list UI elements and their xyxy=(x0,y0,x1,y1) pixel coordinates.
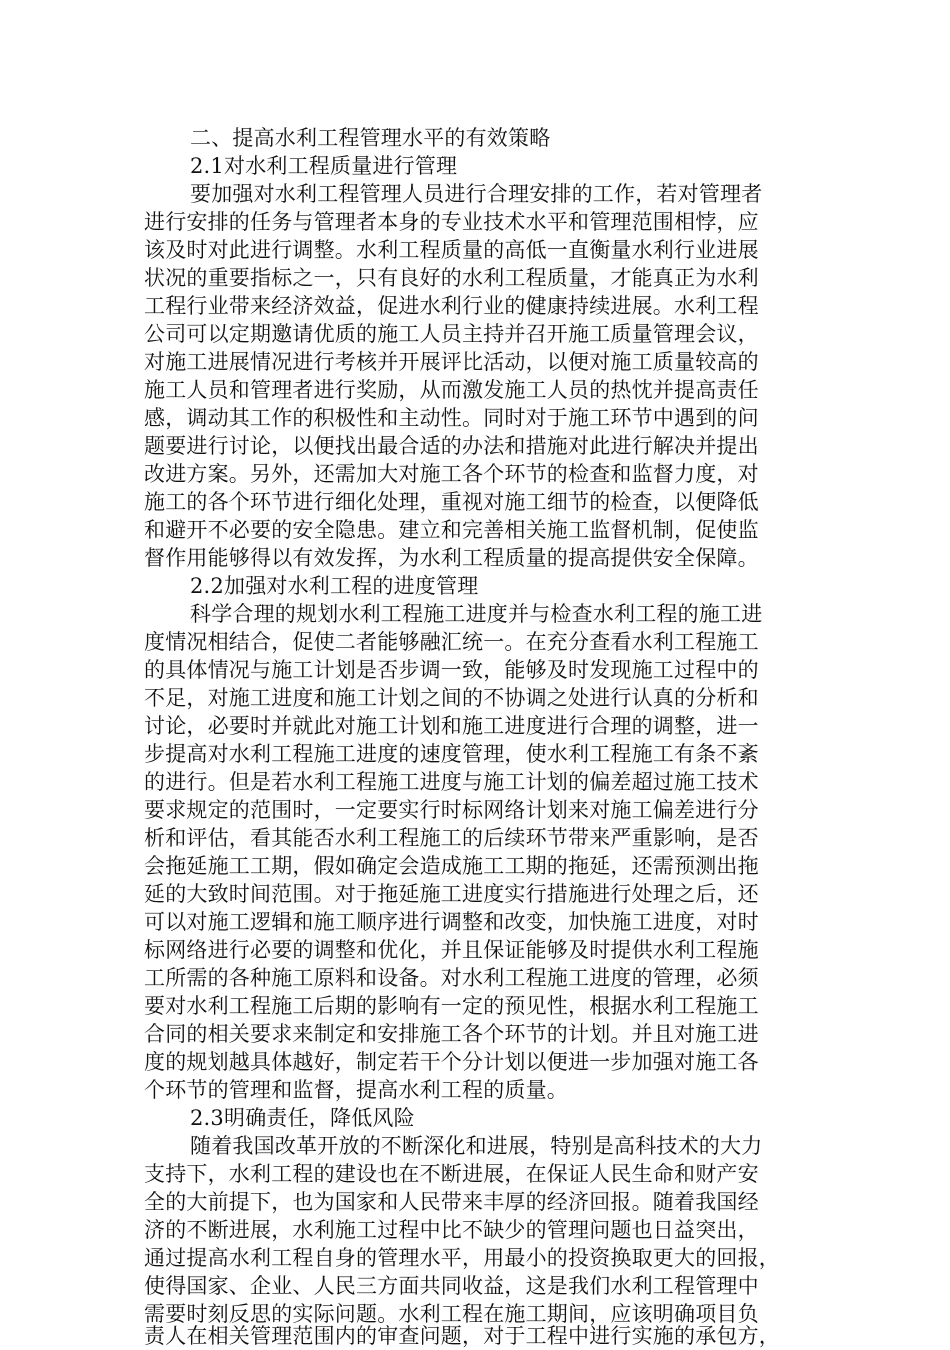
paragraph-line: 使得国家、企业、人民三方面共同收益，这是我们水利工程管理中 xyxy=(144,1274,759,1298)
paragraph-line: 状况的重要指标之一，只有良好的水利工程质量，才能真正为水利 xyxy=(144,266,759,290)
paragraph-line: 析和评估，看其能否水利工程施工的后续环节带来严重影响，是否 xyxy=(144,826,759,850)
paragraph-line: 延的大致时间范围。对于拖延施工进度实行措施进行处理之后，还 xyxy=(144,882,759,906)
paragraph-line: 步提高对水利工程施工进度的速度管理，使水利工程施工有条不紊 xyxy=(144,742,759,766)
paragraph-line: 不足，对施工进度和施工计划之间的不协调之处进行认真的分析和 xyxy=(144,686,759,710)
paragraph-line: 度的规划越具体越好，制定若干个分计划以便进一步加强对施工各 xyxy=(144,1050,759,1074)
paragraph-line: 施工人员和管理者进行奖励，从而激发施工人员的热忱并提高责任 xyxy=(144,378,759,402)
paragraph-line: 进行安排的任务与管理者本身的专业技术水平和管理范围相悖，应 xyxy=(144,210,759,234)
paragraph-line: 对施工进展情况进行考核并开展评比活动，以便对施工质量较高的 xyxy=(144,350,759,374)
paragraph-line: 工所需的各种施工原料和设备。对水利工程施工进度的管理，必须 xyxy=(144,966,759,990)
paragraph-line: 全的大前提下，也为国家和人民带来丰厚的经济回报。随着我国经 xyxy=(144,1190,759,1214)
paragraph-line: 合同的相关要求来制定和安排施工各个环节的计划。并且对施工进 xyxy=(144,1022,759,1046)
paragraph-line: 支持下，水利工程的建设也在不断进展，在保证人民生命和财产安 xyxy=(144,1162,759,1186)
paragraph-line: 济的不断进展，水利施工过程中比不缺少的管理问题也日益突出， xyxy=(144,1218,759,1242)
paragraph-line: 责人在相关管理范围内的审查问题，对于工程中进行实施的承包方， xyxy=(144,1324,780,1348)
paragraph-line: 要求规定的范围时，一定要实行时标网络计划来对施工偏差进行分 xyxy=(144,798,759,822)
paragraph-line: 讨论，必要时并就此对施工计划和施工进度进行合理的调整，进一 xyxy=(144,714,759,738)
paragraph-line: 随着我国改革开放的不断深化和进展，特别是高科技术的大力 xyxy=(190,1134,763,1158)
paragraph-line: 会拖延施工工期，假如确定会造成施工工期的拖延，还需预测出拖 xyxy=(144,854,759,878)
paragraph-line: 工程行业带来经济效益，促进水利行业的健康持续进展。水利工程 xyxy=(144,294,759,318)
paragraph-line: 施工的各个环节进行细化处理，重视对施工细节的检查，以便降低 xyxy=(144,490,759,514)
paragraph-line: 公司可以定期邀请优质的施工人员主持并召开施工质量管理会议， xyxy=(144,322,759,346)
paragraph-line: 和避开不必要的安全隐患。建立和完善相关施工监督机制，促使监 xyxy=(144,518,759,542)
paragraph-line: 要加强对水利工程管理人员进行合理安排的工作，若对管理者 xyxy=(190,182,763,206)
paragraph-line: 改进方案。另外，还需加大对施工各个环节的检查和监督力度，对 xyxy=(144,462,759,486)
section-heading: 二、提高水利工程管理水平的有效策略 xyxy=(190,126,551,150)
paragraph-line: 的进行。但是若水利工程施工进度与施工计划的偏差超过施工技术 xyxy=(144,770,759,794)
subsection-heading-2-1: 2.1对水利工程质量进行管理 xyxy=(190,154,458,178)
paragraph-line: 要对水利工程施工后期的影响有一定的预见性，根据水利工程施工 xyxy=(144,994,759,1018)
paragraph-line: 个环节的管理和监督，提高水利工程的质量。 xyxy=(144,1078,568,1102)
paragraph-line: 题要进行讨论，以便找出最合适的办法和措施对此进行解决并提出 xyxy=(144,434,759,458)
paragraph-line: 需要时刻反思的实际问题。水利工程在施工期间，应该明确项目负 xyxy=(144,1302,759,1326)
subsection-heading-2-3: 2.3明确责任，降低风险 xyxy=(190,1106,415,1130)
paragraph-line: 度情况相结合，促使二者能够融汇统一。在充分查看水利工程施工 xyxy=(144,630,759,654)
subsection-heading-2-2: 2.2加强对水利工程的进度管理 xyxy=(190,574,479,598)
paragraph-line: 感，调动其工作的积极性和主动性。同时对于施工环节中遇到的问 xyxy=(144,406,759,430)
paragraph-line: 督作用能够得以有效发挥，为水利工程质量的提高提供安全保障。 xyxy=(144,546,759,570)
paragraph-line: 通过提高水利工程自身的管理水平，用最小的投资换取更大的回报， xyxy=(144,1246,780,1270)
paragraph-line: 的具体情况与施工计划是否步调一致，能够及时发现施工过程中的 xyxy=(144,658,759,682)
paragraph-line: 可以对施工逻辑和施工顺序进行调整和改变，加快施工进度，对时 xyxy=(144,910,759,934)
paragraph-line: 该及时对此进行调整。水利工程质量的高低一直衡量水利行业进展 xyxy=(144,238,759,262)
paragraph-line: 科学合理的规划水利工程施工进度并与检查水利工程的施工进 xyxy=(190,602,763,626)
paragraph-line: 标网络进行必要的调整和优化，并且保证能够及时提供水利工程施 xyxy=(144,938,759,962)
